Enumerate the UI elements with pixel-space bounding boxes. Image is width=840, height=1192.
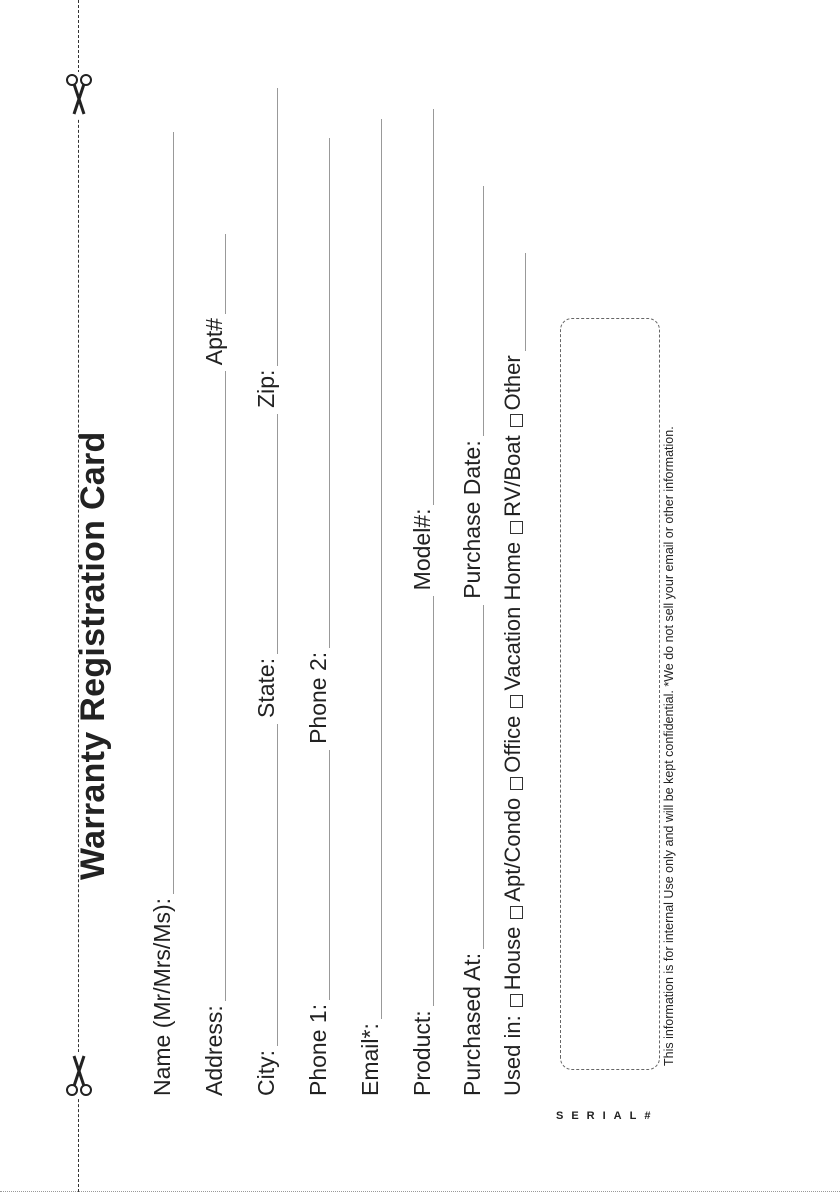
product-row <box>398 109 434 1096</box>
zip-label: Zip: <box>253 369 279 408</box>
email-label: Email*: <box>357 1023 383 1096</box>
product-field[interactable] <box>407 596 434 1006</box>
office-checkbox[interactable] <box>510 777 523 790</box>
state-label: State: <box>253 657 279 718</box>
office-option-label: Office <box>500 715 525 773</box>
model-field[interactable] <box>407 109 434 505</box>
purchased-at-field[interactable] <box>457 605 484 949</box>
name-field[interactable] <box>147 132 174 894</box>
bottom-edge <box>0 1187 840 1192</box>
apt-condo-checkbox[interactable] <box>510 906 523 919</box>
vacation-home-option-label: Vacation Home <box>500 541 525 691</box>
email-row <box>346 119 382 1096</box>
address-field[interactable] <box>199 371 226 1001</box>
city-row <box>242 88 278 1096</box>
apt-condo-option-label: Apt/Condo <box>500 797 525 902</box>
privacy-note: This information is for internal Use only and will be kept confidential. *We do not sell your email or other information. <box>662 426 676 1066</box>
address-row <box>190 234 226 1096</box>
address-label: Address: <box>201 1005 227 1096</box>
email-field[interactable] <box>355 119 382 1019</box>
phone-row <box>294 138 330 1096</box>
phone2-label: Phone 2: <box>305 651 331 744</box>
product-label: Product: <box>409 1010 435 1096</box>
purchase-row <box>448 186 484 1096</box>
name-row <box>138 132 174 1096</box>
rv-boat-option-label: RV/Boat <box>500 435 525 517</box>
city-field[interactable] <box>251 724 278 1046</box>
phone2-field[interactable] <box>303 138 330 648</box>
house-checkbox[interactable] <box>510 994 523 1007</box>
apt-label: Apt# <box>201 317 227 366</box>
zip-field[interactable] <box>251 88 278 366</box>
serial-label: SERIAL# <box>556 1110 659 1122</box>
other-checkbox[interactable] <box>510 414 523 427</box>
vacation-home-checkbox[interactable] <box>510 695 523 708</box>
purchase-date-field[interactable] <box>457 186 484 436</box>
used-in-row <box>500 253 526 1096</box>
apt-field[interactable] <box>199 234 226 314</box>
warranty-card <box>40 96 800 1122</box>
city-label: City: <box>253 1050 279 1096</box>
used-in-label: Used in: <box>500 1015 525 1096</box>
other-field[interactable] <box>507 253 526 351</box>
name-label: Name (Mr/Mrs/Ms): <box>149 897 175 1096</box>
serial-label-wrap <box>556 1076 660 1122</box>
phone1-field[interactable] <box>303 750 330 1000</box>
serial-number-box[interactable] <box>560 318 660 1070</box>
other-option-label: Other <box>500 355 525 411</box>
purchase-date-label: Purchase Date: <box>459 440 485 599</box>
rv-boat-checkbox[interactable] <box>510 521 523 534</box>
house-option-label: House <box>500 926 525 991</box>
model-label: Model#: <box>409 508 435 591</box>
state-field[interactable] <box>251 414 278 654</box>
card-title: Warranty Registration Card <box>74 431 112 880</box>
phone1-label: Phone 1: <box>305 1003 331 1096</box>
purchased-at-label: Purchased At: <box>459 952 485 1096</box>
